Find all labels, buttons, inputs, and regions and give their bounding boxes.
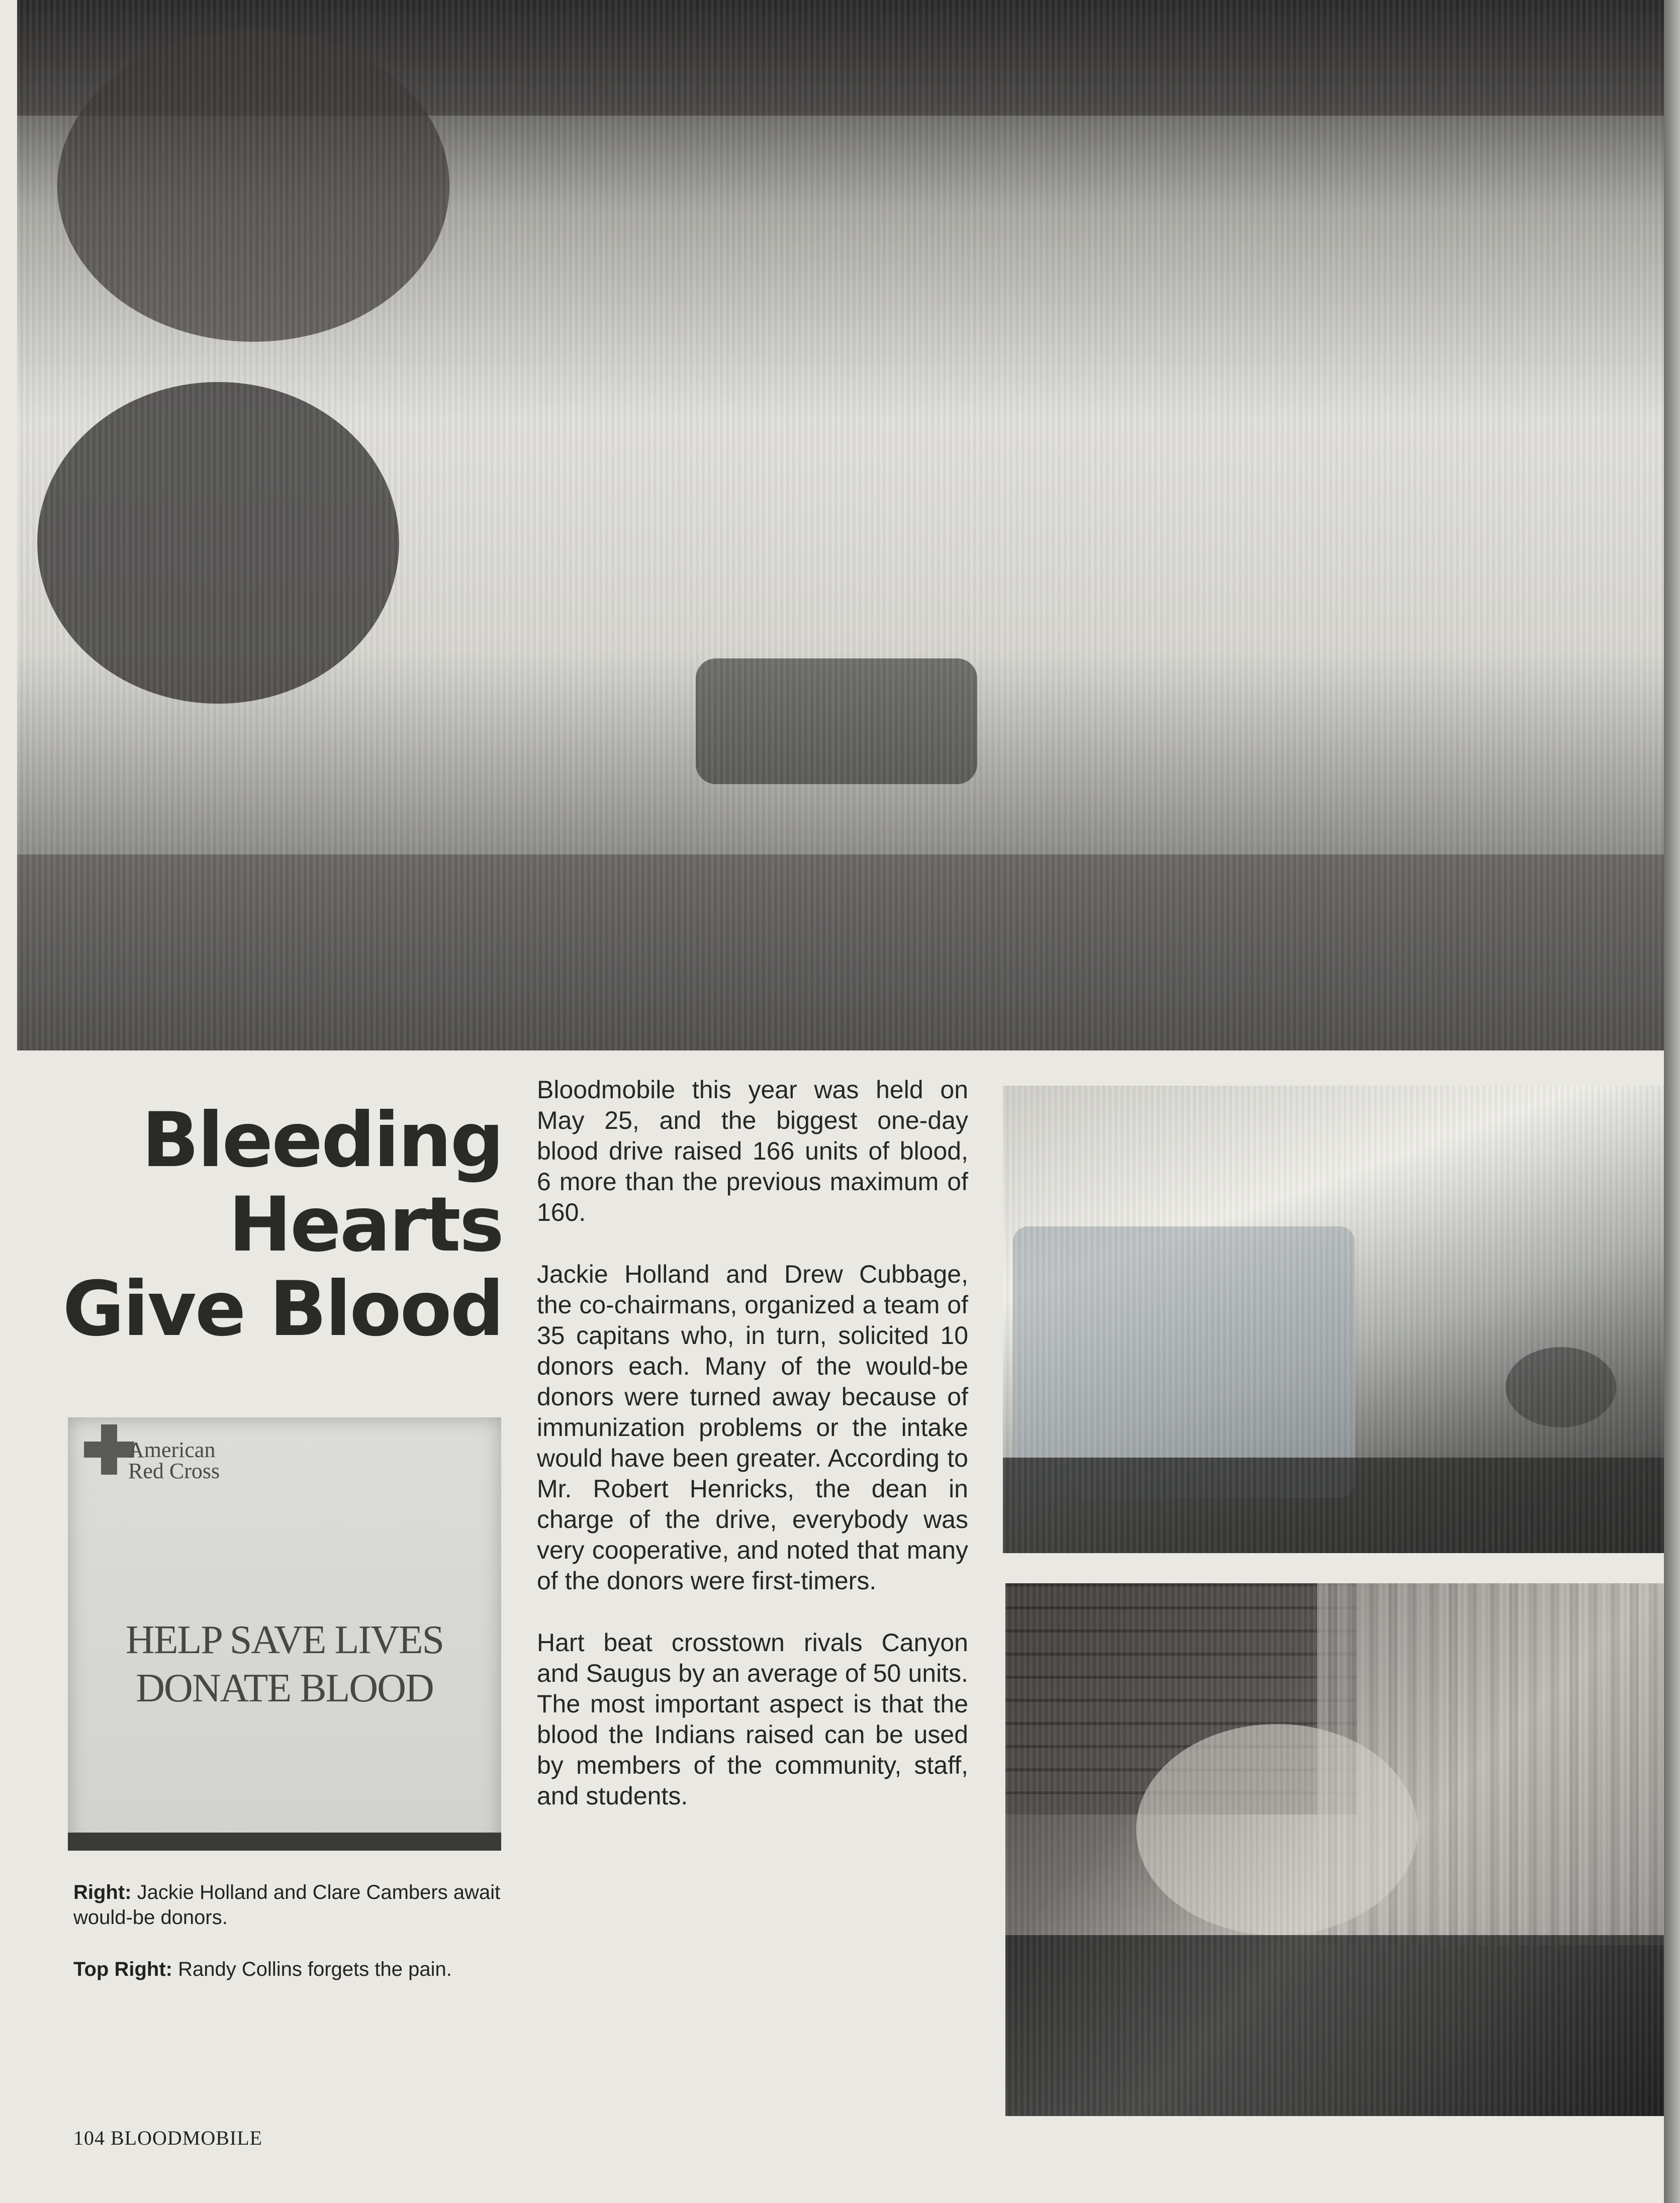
caption-label: Right: bbox=[73, 1881, 132, 1903]
caption-top-right bbox=[73, 1957, 506, 1982]
article-paragraph: Hart beat crosstown rivals Canyon and Saugus by an average of 50 units. The most important aspect is that the blood the Indians raised can be used by members of the community, staff, and students. bbox=[537, 1629, 968, 1810]
headline-line-2: Hearts bbox=[228, 1181, 503, 1269]
article-paragraph: Jackie Holland and Drew Cubbage, the co-chairmans, organized a team of 35 capitans who, in turn, solicited 10 donors each. Many of the would-be donors were turned away because of immunization problems or the intake would have been greater. According to Mr. Robert Henricks, the dean in charge of the drive, everybody was very cooperative, and noted that many of the donors were first-timers. bbox=[537, 1260, 968, 1595]
right-photo-donor-arm bbox=[1003, 1086, 1666, 1553]
headline bbox=[40, 1098, 503, 1352]
caption-right bbox=[73, 1880, 506, 1930]
article-paragraph: Bloodmobile this year was held on May 25, and the biggest one-day blood drive raised 166 units of blood, 6 more than the previous maximum of 160. bbox=[537, 1076, 968, 1226]
page-binding-edge bbox=[1664, 0, 1680, 2203]
poster-slogan: HELP SAVE LIVES DONATE BLOOD bbox=[125, 1618, 444, 1710]
poster-footer-bar bbox=[68, 1833, 501, 1851]
red-cross-poster-photo bbox=[68, 1417, 501, 1851]
page-folio: 104 BLOODMOBILE bbox=[73, 2127, 263, 2149]
caption-label: Top Right: bbox=[73, 1958, 172, 1980]
bottom-photo-volunteers-at-table bbox=[1005, 1583, 1666, 2116]
article-body bbox=[537, 1075, 968, 1843]
headline-line-3: Give Blood bbox=[62, 1266, 503, 1353]
red-cross-icon bbox=[84, 1424, 134, 1475]
caption-text: Randy Collins forgets the pain. bbox=[178, 1958, 452, 1980]
top-photo-blood-donors bbox=[17, 0, 1666, 1050]
poster-org-name: American Red Cross bbox=[128, 1438, 220, 1483]
caption-text: Jackie Holland and Clare Cambers await would-be donors. bbox=[73, 1881, 501, 1929]
headline-line-1: Bleeding bbox=[141, 1097, 503, 1184]
